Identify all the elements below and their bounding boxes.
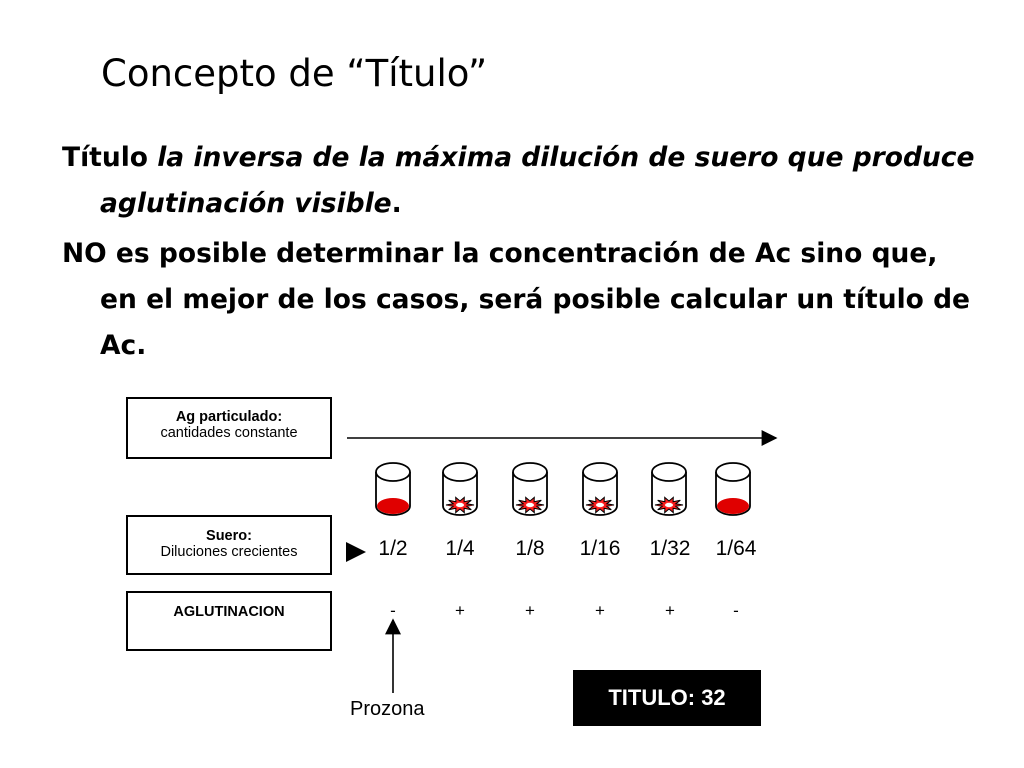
agglutination-result: - [733, 601, 739, 620]
dilution-label: 1/4 [445, 537, 475, 560]
serum-box-subtitle: Diluciones crecientes [160, 544, 298, 560]
agglutination-box-title: AGLUTINACION [173, 604, 285, 620]
note-paragraph: NO es posible determinar la concentración de Ac sino que, en el mejor de los casos, será posible calcular un título de Ac. [62, 238, 971, 361]
serum-box [126, 515, 332, 575]
test-tube [513, 463, 547, 515]
test-tube [583, 463, 617, 515]
agglutination-result: + [455, 601, 465, 620]
agglutination-result: + [665, 601, 675, 620]
prozona-label: Prozona [350, 698, 425, 720]
test-tube [376, 463, 410, 515]
agglutination-result: - [390, 601, 396, 620]
result-titer-label: TITULO: 32 [608, 685, 726, 710]
dilution-label: 1/16 [579, 537, 621, 560]
agglutination-result: + [595, 601, 605, 620]
test-tube [652, 463, 686, 515]
antigen-box [126, 397, 332, 459]
antigen-box-subtitle: cantidades constante [160, 425, 298, 441]
dilution-label: 1/64 [715, 537, 757, 560]
definition-term: Título [62, 142, 158, 173]
dilution-label: 1/32 [649, 537, 691, 560]
definition-period: . [391, 188, 402, 219]
test-tube [716, 463, 750, 515]
tubes-group [376, 463, 750, 515]
agglutination-box [126, 591, 332, 651]
dilution-label: 1/2 [378, 537, 408, 560]
dilution-label: 1/8 [515, 537, 545, 560]
antigen-box-title: Ag particulado: [175, 409, 283, 425]
red-button-sediment [717, 498, 749, 514]
slide-title: Concepto de “Título” [101, 52, 488, 95]
red-button-sediment [377, 498, 409, 514]
test-tube [443, 463, 477, 515]
agglutination-result: + [525, 601, 535, 620]
serum-box-title: Suero: [206, 528, 252, 544]
result-titer-box [573, 670, 761, 726]
definition-text: la inversa de la máxima dilución de suero que produce aglutinación visible [100, 142, 975, 219]
